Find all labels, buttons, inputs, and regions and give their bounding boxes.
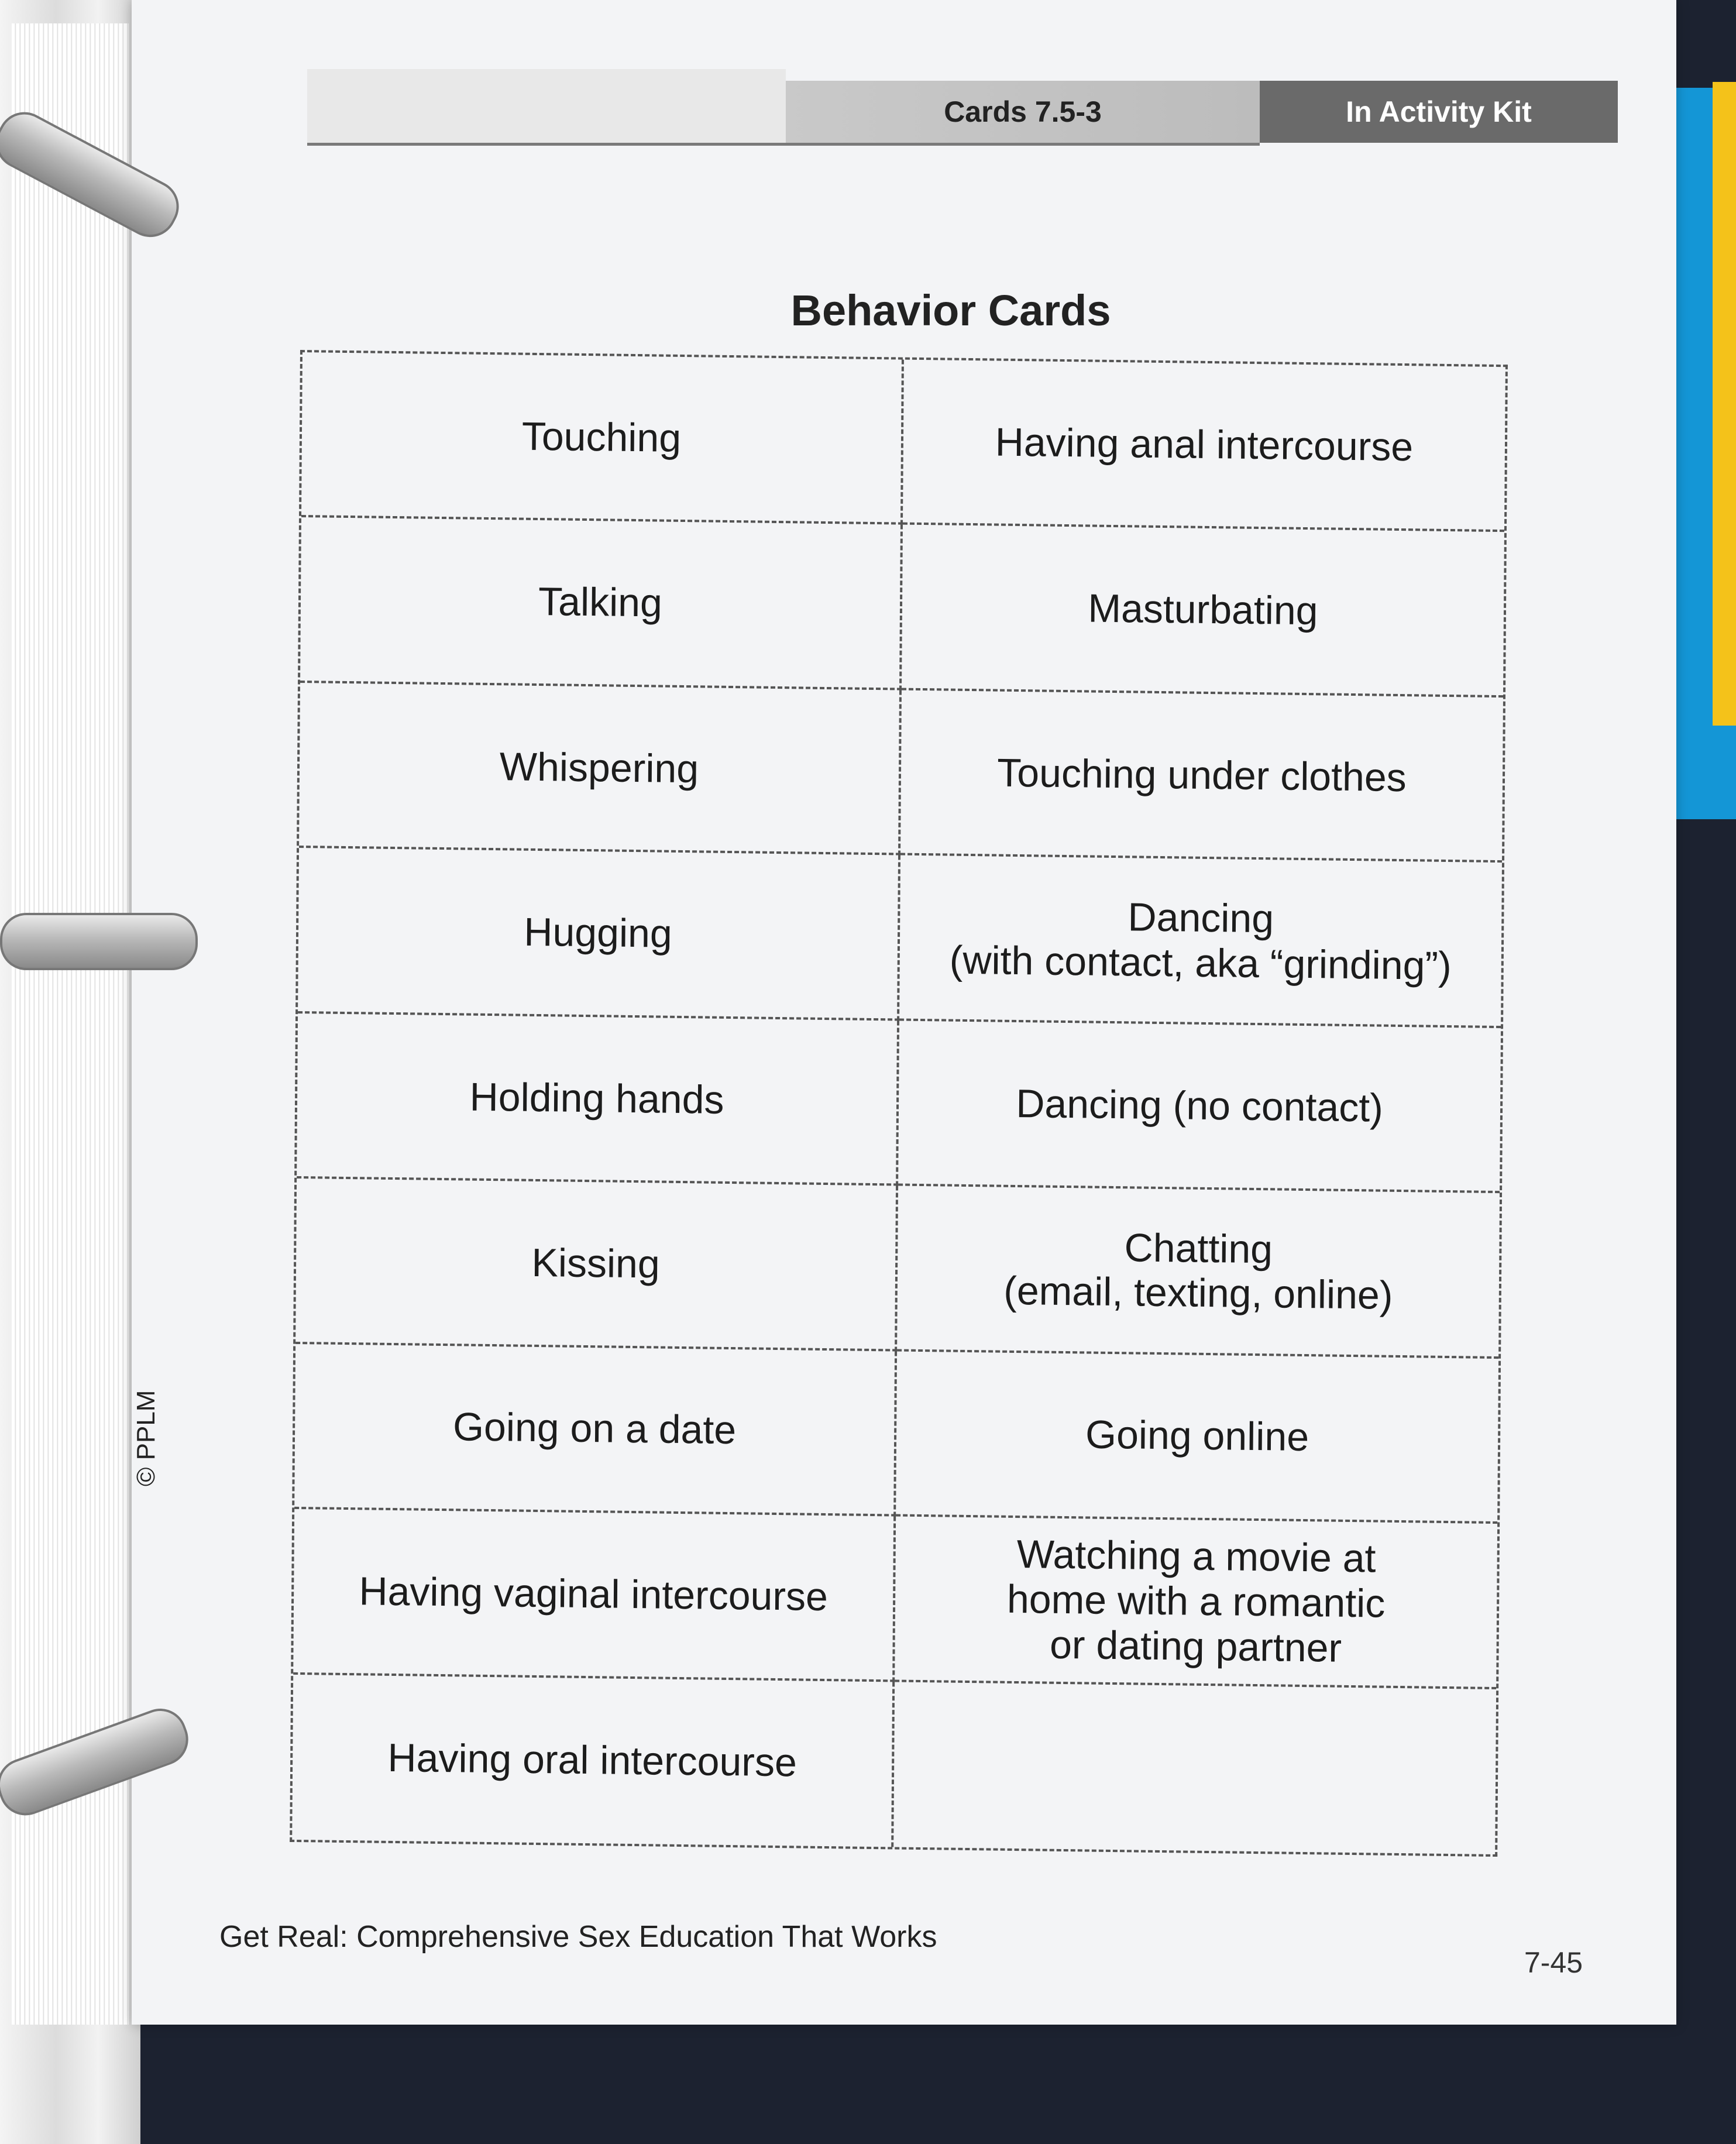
header-rule [307, 143, 1260, 146]
behavior-card: Dancing (with contact, aka “grinding”) [899, 855, 1502, 1028]
behavior-card-grid [290, 350, 1508, 1857]
copyright-notice: © PPLM [132, 1390, 160, 1486]
document-page [132, 0, 1676, 2025]
page-title: Behavior Cards [790, 286, 1111, 335]
behavior-card: Having anal intercourse [903, 360, 1505, 532]
behavior-card: Holding hands [297, 1013, 899, 1186]
behavior-card: Having oral intercourse [292, 1674, 895, 1847]
behavior-card: Watching a movie at home with a romantic or dating partner [895, 1517, 1497, 1689]
behavior-card: Whispering [299, 683, 902, 855]
yellow-divider-tab [1713, 82, 1736, 726]
behavior-card: Hugging [298, 848, 900, 1021]
behavior-card: Kissing [295, 1178, 898, 1351]
behavior-card: Going online [896, 1351, 1498, 1524]
behavior-card: Touching [301, 352, 904, 525]
behavior-card: Going on a date [294, 1344, 897, 1517]
behavior-card: Masturbating [902, 525, 1504, 698]
empty-card [893, 1682, 1496, 1854]
behavior-card: Chatting (email, texting, online) [897, 1186, 1500, 1359]
binder-ring-middle [0, 913, 198, 970]
cards-number-label: Cards 7.5-3 [944, 95, 1102, 128]
activity-kit-label: In Activity Kit [1346, 95, 1532, 128]
behavior-card: Touching under clothes [900, 690, 1503, 863]
footer-book-title: Get Real: Comprehensive Sex Education That Works [219, 1920, 937, 1954]
behavior-card: Having vaginal intercourse [293, 1509, 896, 1682]
behavior-card: Dancing (no contact) [898, 1021, 1501, 1193]
page-number: 7-45 [1524, 1946, 1583, 1979]
behavior-card: Talking [300, 517, 903, 690]
header-ghost-block [307, 69, 786, 143]
